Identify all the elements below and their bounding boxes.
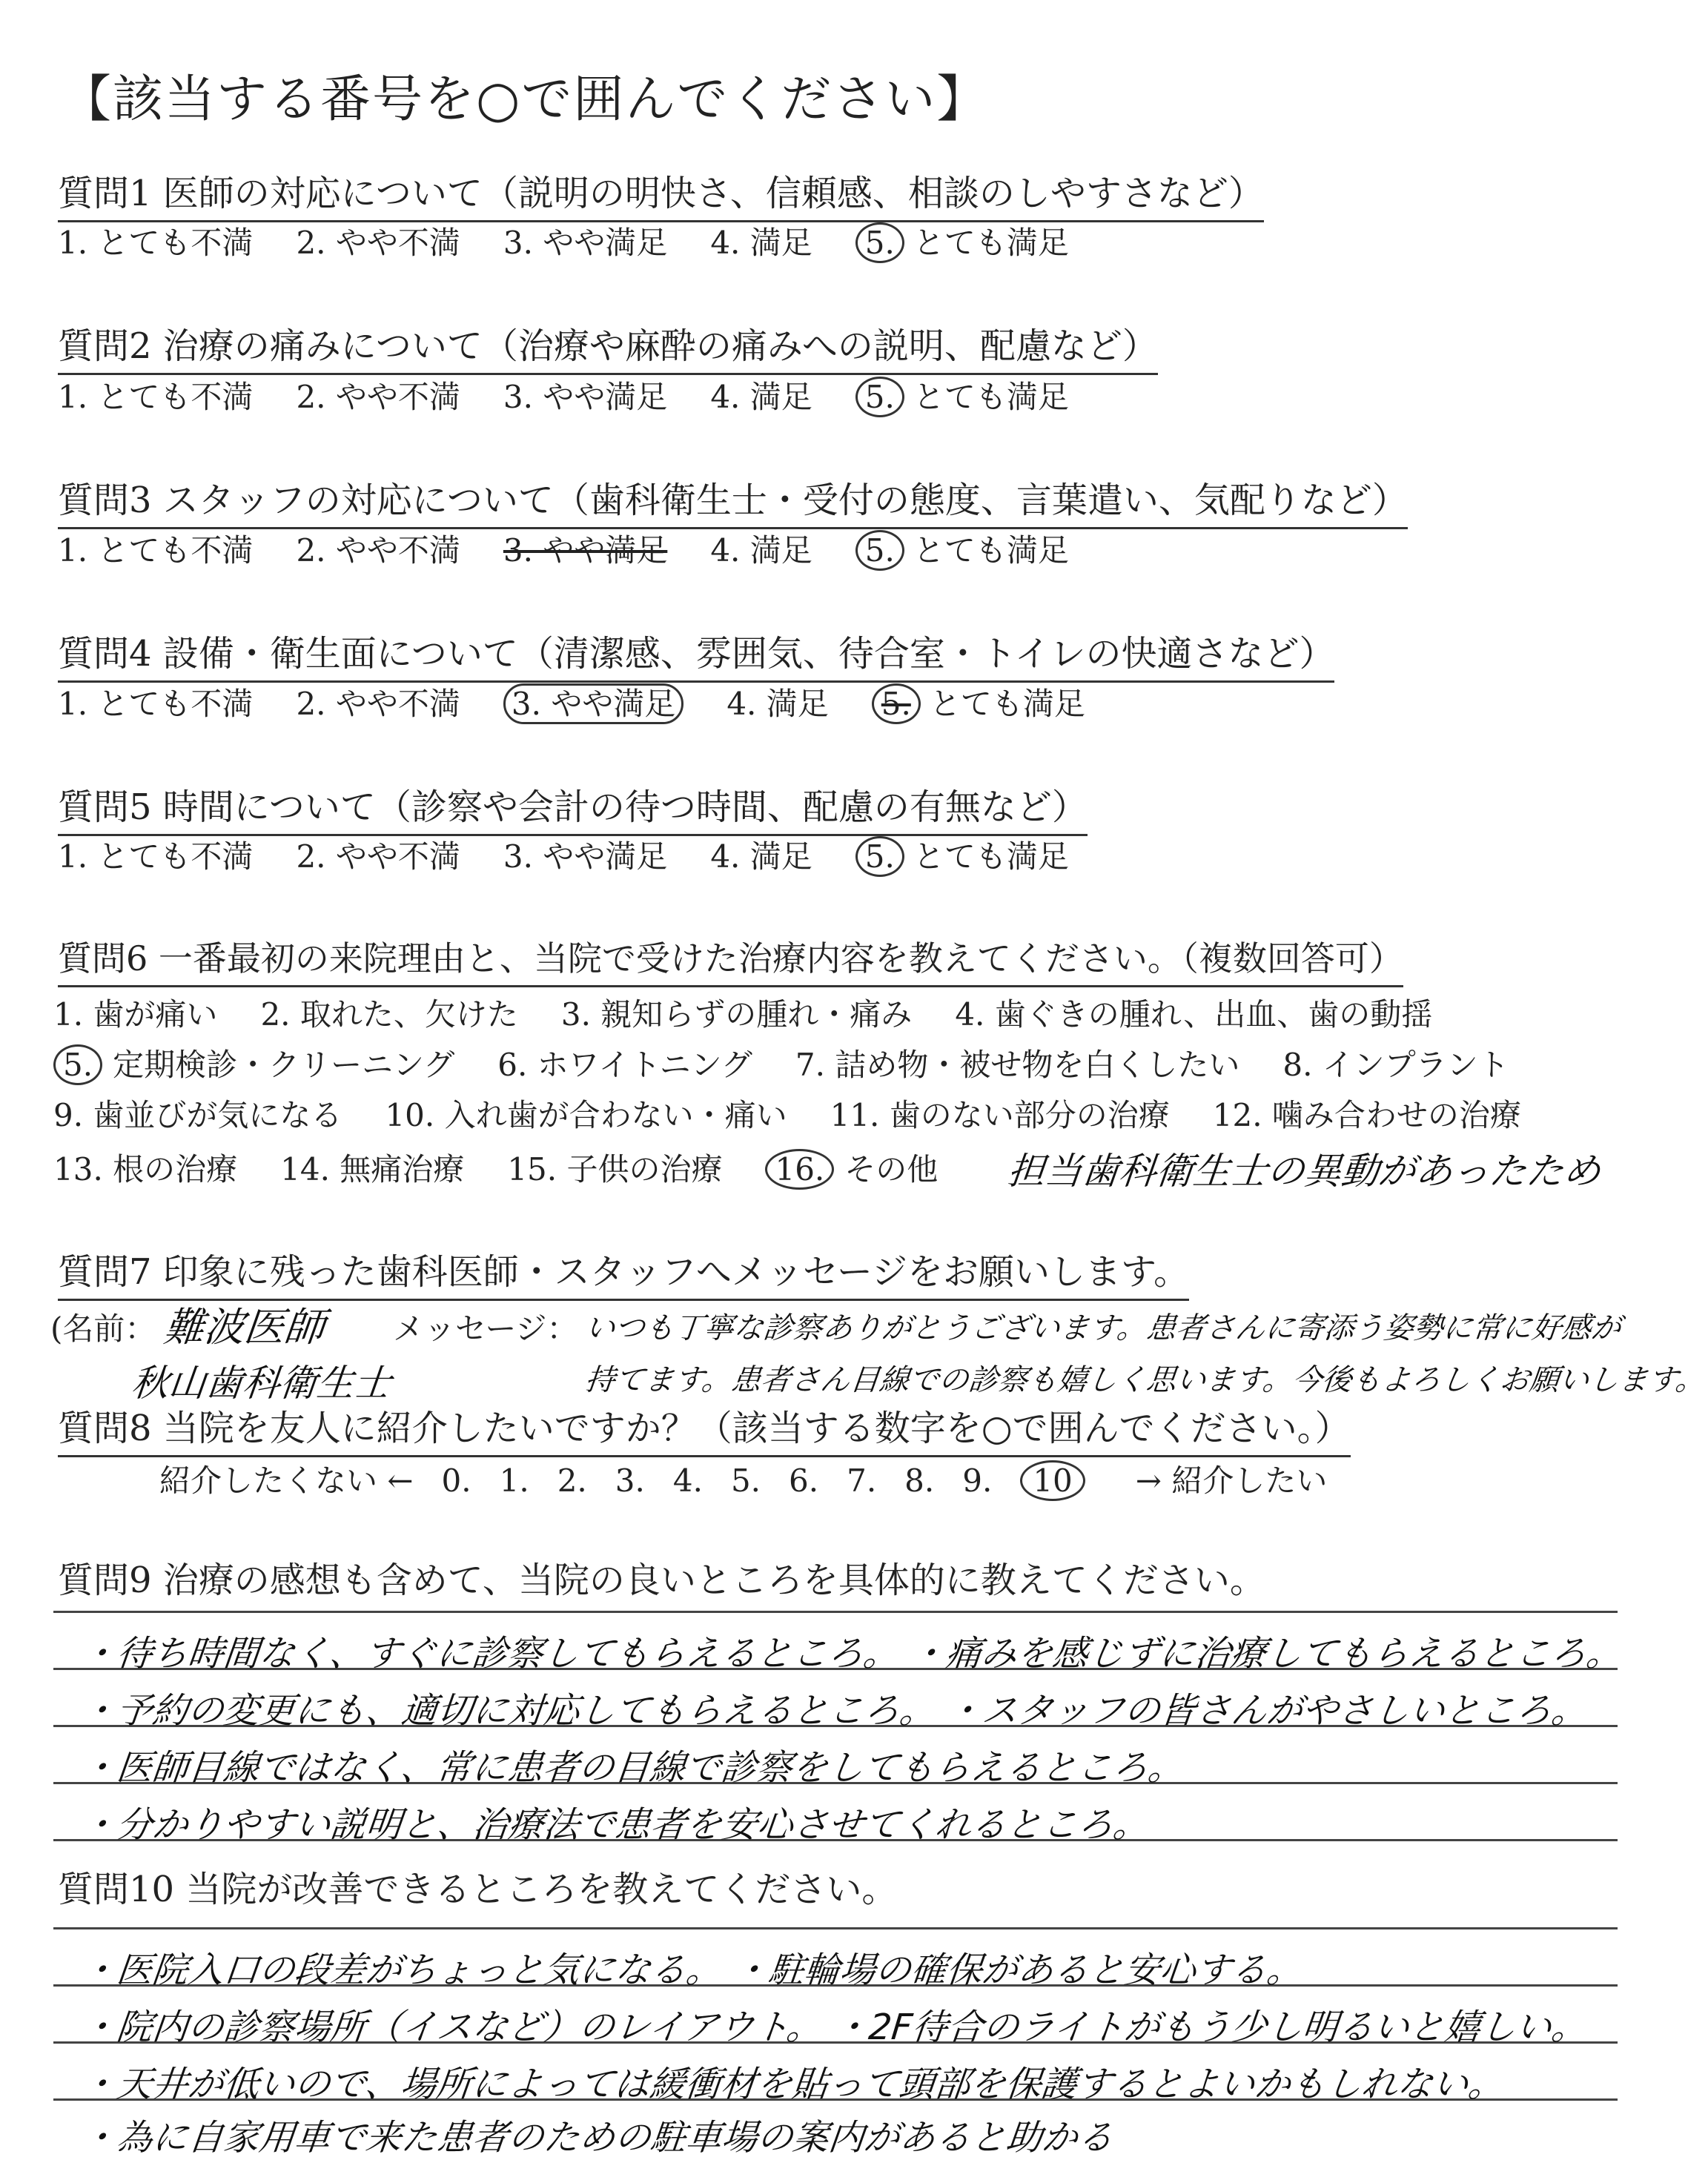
option-4[interactable]: 4. 満足 — [710, 379, 812, 415]
option-3-circled[interactable]: 3. やや満足 — [503, 683, 683, 724]
reason-option[interactable]: 14. 無痛治療 — [280, 1151, 465, 1187]
reason-option[interactable]: 12. 噛み合わせの治療 — [1212, 1097, 1521, 1133]
reason-option[interactable]: 6. ホワイトニング — [497, 1047, 752, 1083]
scale-option[interactable]: 8. — [904, 1462, 935, 1499]
option-1[interactable]: 1. とても不満 — [58, 838, 254, 875]
other-label: その他 — [844, 1151, 939, 1187]
question-5-title: 質問5 時間について（診察や会計の待つ時間、配慮の有無など） — [58, 778, 1088, 836]
question-3-options — [58, 526, 1112, 571]
recommend-scale — [159, 1457, 1355, 1501]
message-line-1: いつも丁寧な診察ありがとうございます。患者さんに寄添う姿勢に常に好感が — [583, 1311, 1623, 1345]
reason-option[interactable]: 2. 取れた、欠けた — [260, 996, 518, 1033]
question-7-title: 質問7 印象に残った歯科医師・スタッフへメッセージをお願いします。 — [58, 1243, 1189, 1301]
question-5-options — [58, 832, 1112, 877]
good-point-line-1: ・待ち時間なく、すぐに診察してもらえるところ。 ・痛みを感じずに治療してもらえるところ。 — [79, 1633, 1624, 1674]
option-5-label: とても満足 — [929, 686, 1085, 722]
scale-option[interactable]: 9. — [962, 1462, 993, 1499]
question-4-title: 質問4 設備・衛生面について（清潔感、雰囲気、待合室・トイレの快適さなど） — [58, 625, 1334, 683]
scale-option[interactable]: 7. — [847, 1462, 877, 1499]
option-2[interactable]: 2. やや不満 — [296, 225, 460, 261]
option-1[interactable]: 1. とても不満 — [58, 532, 254, 569]
question-2-title: 質問2 治療の痛みについて（治療や麻酔の痛みへの説明、配慮など） — [58, 317, 1158, 375]
reason-option[interactable]: 13. 根の治療 — [53, 1151, 238, 1187]
question-10-title: 質問10 当院が改善できるところを教えてください。 — [58, 1869, 898, 1910]
question-3-title: 質問3 スタッフの対応について（歯科衛生士・受付の態度、言葉遣い、気配りなど） — [58, 471, 1408, 529]
option-5-label: とても満足 — [913, 379, 1069, 415]
reason-option-16-circled[interactable]: 16. — [765, 1149, 834, 1190]
reason-option-5-circled[interactable]: 5. — [53, 1044, 102, 1085]
option-5-label: とても満足 — [913, 225, 1069, 261]
reason-option[interactable]: 7. 詰め物・被せ物を白くしたい — [795, 1047, 1240, 1083]
reason-option[interactable]: 10. 入れ歯が合わない・痛い — [385, 1097, 787, 1133]
option-2[interactable]: 2. やや不満 — [296, 379, 460, 415]
question-8-title: 質問8 当院を友人に紹介したいですか？（該当する数字を○で囲んでください。） — [58, 1399, 1351, 1457]
option-1[interactable]: 1. とても不満 — [58, 379, 254, 415]
option-5-label: とても満足 — [913, 532, 1069, 569]
question-6-row-3 — [53, 1091, 1564, 1136]
name-label: (名前： — [50, 1311, 156, 1347]
scale-left-label: 紹介したくない ← — [159, 1462, 414, 1499]
option-4[interactable]: 4. 満足 — [726, 686, 829, 722]
reason-option[interactable]: 4. 歯ぐきの腫れ、出血、歯の動揺 — [955, 996, 1433, 1033]
answer-line — [53, 1927, 1618, 1929]
question-1-title: 質問1 医師の対応について（説明の明快さ、信頼感、相談のしやすさなど） — [58, 165, 1264, 222]
option-5-circled[interactable]: 5. — [855, 836, 904, 877]
option-5-crossed[interactable]: 5. — [872, 683, 921, 724]
improvement-line-1: ・医院入口の段差がちょっと気になる。 ・駐輪場の確保があると安心する。 — [79, 1949, 1305, 1991]
staff-name-1: 難波医師 — [162, 1304, 327, 1351]
improvement-line-2: ・院内の診察場所（イスなど）のレイアウト。 ・2F待合のライトがもう少し明るいと嬉しい。 — [79, 2007, 1589, 2048]
reason-option[interactable]: 11. 歯のない部分の治療 — [830, 1097, 1170, 1133]
scale-option-10-circled[interactable]: 10 — [1020, 1460, 1085, 1501]
scale-option[interactable]: 2. — [557, 1462, 587, 1499]
option-3-crossed[interactable]: 3. やや満足 — [503, 532, 668, 569]
question-9-title: 質問9 治療の感想も含めて、当院の良いところを具体的に教えてください。 — [58, 1560, 1265, 1601]
option-1[interactable]: 1. とても不満 — [58, 686, 254, 722]
option-5-label: とても満足 — [913, 838, 1069, 875]
option-5-circled[interactable]: 5. — [855, 377, 904, 417]
option-2[interactable]: 2. やや不満 — [296, 686, 460, 722]
option-3[interactable]: 3. やや満足 — [503, 838, 668, 875]
reason-option[interactable]: 15. 子供の治療 — [507, 1151, 723, 1187]
question-6-row-2 — [53, 1041, 1552, 1085]
improvement-line-3: ・天井が低いので、場所によっては緩衝材を貼って頭部を保護するとよいかもしれない。 — [79, 2064, 1506, 2105]
option-5-circled[interactable]: 5. — [855, 222, 904, 263]
staff-name-2: 秋山歯科衛生士 — [129, 1362, 394, 1405]
option-4[interactable]: 4. 満足 — [710, 532, 812, 569]
answer-line — [53, 1611, 1618, 1613]
question-6-row-4 — [53, 1145, 981, 1190]
question-6-title: 質問6 一番最初の来院理由と、当院で受けた治療内容を教えてください。（複数回答可） — [58, 932, 1403, 987]
question-4-options — [58, 680, 1128, 724]
reason-option[interactable]: 9. 歯並びが気になる — [53, 1097, 342, 1133]
scale-option[interactable]: 1. — [499, 1462, 529, 1499]
message-line-2: 持てます。患者さん目線での診察も嬉しく思います。今後もよろしくお願いします。 — [583, 1363, 1707, 1397]
good-point-line-3: ・医師目線ではなく、常に患者の目線で診察をしてもらえるところ。 — [79, 1747, 1186, 1789]
scale-option[interactable]: 6. — [789, 1462, 819, 1499]
option-3[interactable]: 3. やや満足 — [503, 225, 668, 261]
question-6-row-1 — [53, 990, 1475, 1035]
option-2[interactable]: 2. やや不満 — [296, 532, 460, 569]
scale-right-label: → 紹介したい — [1135, 1462, 1328, 1499]
good-point-line-4: ・分かりやすい説明と、治療法で患者を安心させてくれるところ。 — [79, 1804, 1151, 1846]
option-2[interactable]: 2. やや不満 — [296, 838, 460, 875]
option-4[interactable]: 4. 満足 — [710, 838, 812, 875]
scale-option[interactable]: 5. — [730, 1462, 761, 1499]
reason-option[interactable]: 3. 親知らずの腫れ・痛み — [560, 996, 913, 1033]
option-4[interactable]: 4. 満足 — [710, 225, 812, 261]
scale-option[interactable]: 0. — [441, 1462, 471, 1499]
reason-option[interactable]: 1. 歯が痛い — [53, 996, 218, 1033]
option-5-circled[interactable]: 5. — [855, 530, 904, 571]
question-1-options — [58, 219, 1112, 263]
form-header: 【該当する番号を○で囲んでください】 — [61, 70, 989, 129]
other-answer-handwritten: 担当歯科衛生士の異動があったため — [1005, 1150, 1603, 1193]
scale-option[interactable]: 4. — [672, 1462, 703, 1499]
good-point-line-2: ・予約の変更にも、適切に対応してもらえるところ。 ・スタッフの皆さんがやさしいところ。 — [79, 1690, 1589, 1732]
option-3[interactable]: 3. やや満足 — [503, 379, 668, 415]
reason-option[interactable]: 8. インプラント — [1282, 1047, 1509, 1083]
message-label: メッセージ： — [393, 1311, 578, 1347]
option-1[interactable]: 1. とても不満 — [58, 225, 254, 261]
improvement-line-4: ・為に自家用車で来た患者のための駐車場の案内があると助かる — [79, 2117, 1116, 2159]
question-2-options — [58, 373, 1112, 417]
reason-option[interactable]: 定期検診・クリーニング — [113, 1047, 455, 1083]
scale-option[interactable]: 3. — [615, 1462, 645, 1499]
